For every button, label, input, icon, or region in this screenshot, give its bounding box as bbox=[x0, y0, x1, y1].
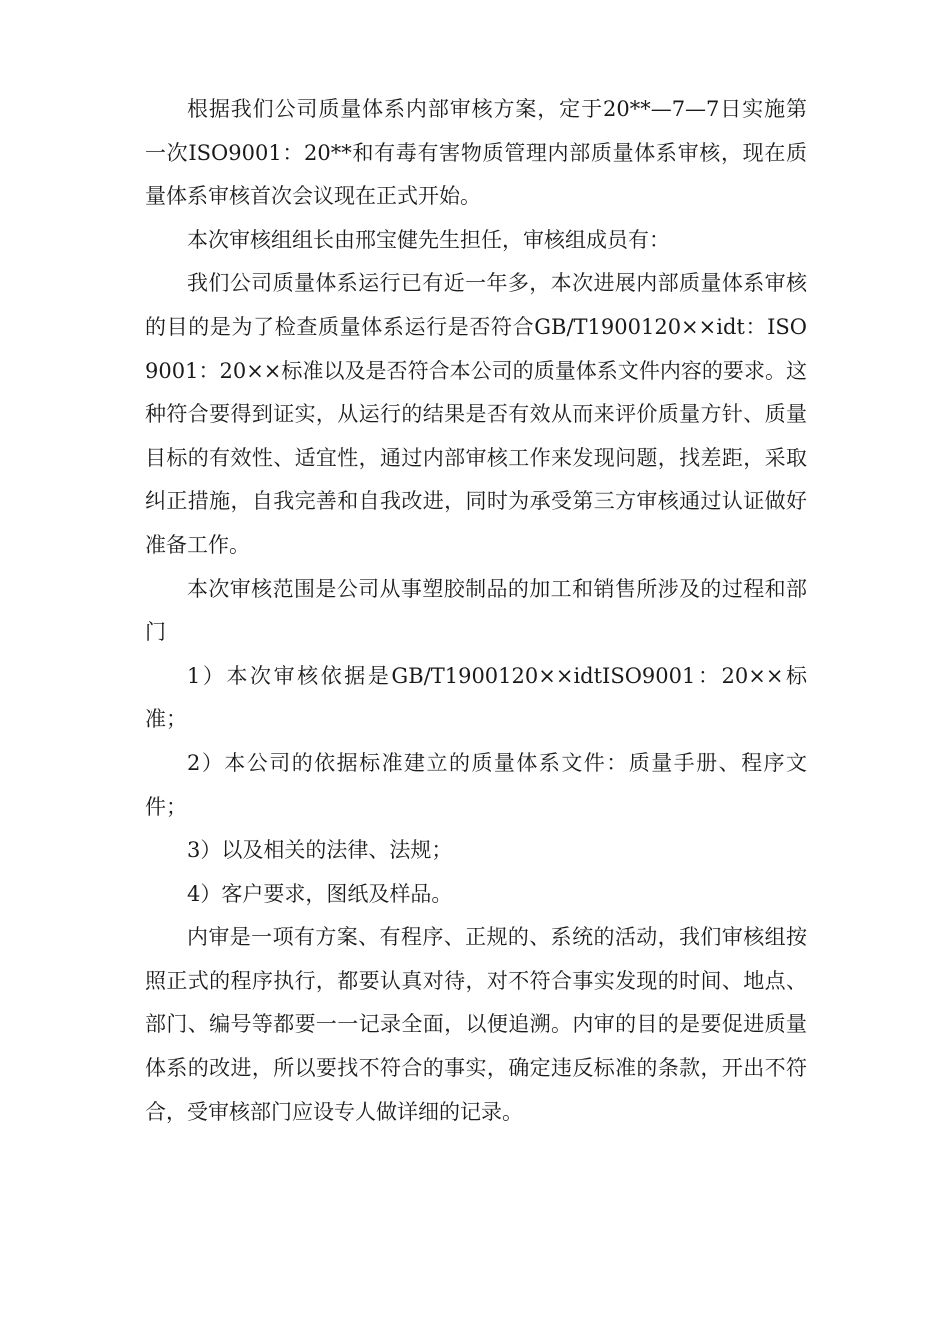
list-item-basis-standard: 1）本次审核依据是GB/T1900120××idtISO9001：20××标准； bbox=[145, 663, 807, 732]
list-item-basis-laws: 3）以及相关的法律、法规； bbox=[187, 838, 453, 863]
list-item-basis-documents: 2）本公司的依据标准建立的质量体系文件：质量手册、程序文件； bbox=[145, 750, 807, 819]
list-item-basis-customer: 4）客户要求，图纸及样品。 bbox=[187, 881, 453, 906]
paragraph-audit-purpose: 我们公司质量体系运行已有近一年多，本次进展内部质量体系审核的目的是为了检查质量体系运行是否符合GB/T1900120××idt：ISO9001：20××标准以及是否符合本公司的质量体系文件内容的要求。这种符合要得到证实，从运行的结果是否有效从而来评价质量方针、质量目标的有效性、适宜性，通过内部审核工作来发现问题，找差距，采取纠正措施，自我完善和自我改进，同时为承受第三方审核通过认证做好准备工作。 bbox=[145, 271, 807, 557]
document-body bbox=[145, 88, 807, 1134]
paragraph-audit-team: 本次审核组组长由邢宝健先生担任，审核组成员有： bbox=[187, 227, 670, 252]
paragraph-audit-scope: 本次审核范围是公司从事塑胶制品的加工和销售所涉及的过程和部门 bbox=[145, 576, 807, 645]
paragraph-audit-plan: 根据我们公司质量体系内部审核方案，定于20**—7—7日实施第一次ISO9001：20**和有毒有害物质管理内部质量体系审核，现在质量体系审核首次会议现在正式开始。 bbox=[145, 97, 807, 209]
paragraph-internal-audit: 内审是一项有方案、有程序、正规的、系统的活动，我们审核组按照正式的程序执行，都要认真对待，对不符合事实发现的时间、地点、部门、编号等都要一一记录全面，以便追溯。内审的目的是要促进质量体系的改进，所以要找不符合的事实，确定违反标准的条款，开出不符合，受审核部门应设专人做详细的记录。 bbox=[145, 925, 807, 1124]
